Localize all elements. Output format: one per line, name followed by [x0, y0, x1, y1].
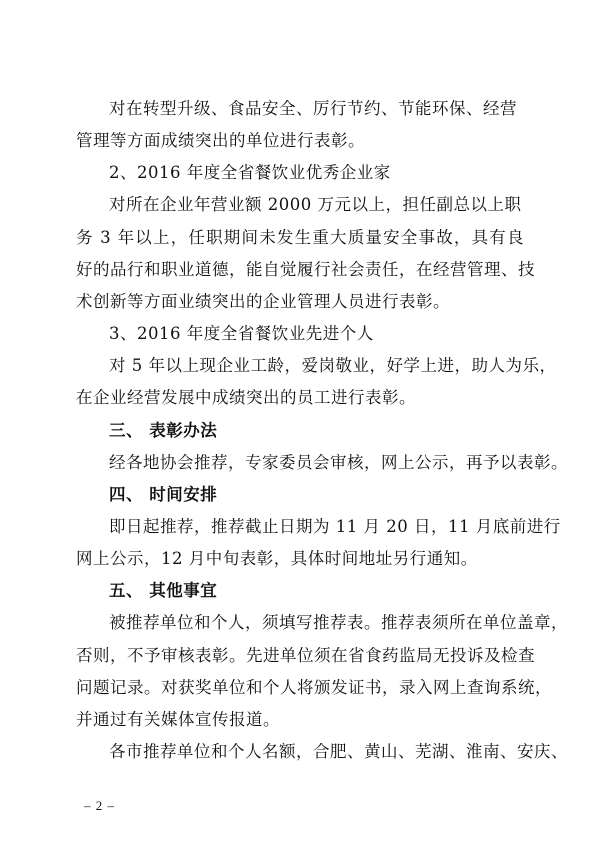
paragraph-line: 务 3 年以上，任职期间未发生重大质量安全事故，具有良 [76, 228, 524, 247]
subheading-outstanding-entrepreneur: 2、2016 年度全省餐饮业优秀企业家 [109, 163, 391, 182]
paragraph-line: 对在转型升级、食品安全、厉行节约、节能环保、经营 [109, 99, 517, 118]
paragraph-line: 在企业经营发展中成绩突出的员工进行表彰。 [76, 388, 416, 407]
paragraph-line: 好的品行和职业道德，能自觉履行社会责任，在经营管理、技 [76, 260, 535, 279]
paragraph-line: 即日起推荐，推荐截止日期为 11 月 20 日，11 月底前进行 [109, 517, 561, 536]
paragraph-line: 并通过有关媒体宣传报道。 [76, 710, 280, 729]
paragraph-line: 经各地协会推荐，专家委员会审核，网上公示，再予以表彰。 [109, 453, 568, 472]
section-heading-commendation-method: 三、 表彰办法 [109, 421, 218, 440]
paragraph-line: 被推荐单位和个人，须填写推荐表。推荐表须所在单位盖章， [109, 613, 568, 632]
section-heading-other-matters: 五、 其他事宜 [109, 581, 218, 600]
paragraph-line: 否则，不予审核表彰。先进单位须在省食药监局无投诉及检查 [76, 646, 535, 665]
paragraph-line: 管理等方面成绩突出的单位进行表彰。 [76, 131, 365, 150]
section-heading-schedule: 四、 时间安排 [109, 485, 218, 504]
paragraph-line: 对 5 年以上现企业工龄，爱岗敬业，好学上进，助人为乐， [109, 356, 557, 375]
paragraph-line: 术创新等方面业绩突出的企业管理人员进行表彰。 [76, 292, 450, 311]
subheading-advanced-individual: 3、2016 年度全省餐饮业先进个人 [109, 324, 374, 343]
paragraph-line: 网上公示，12 月中旬表彰，具体时间地址另行通知。 [76, 549, 478, 568]
paragraph-line: 问题记录。对获奖单位和个人将颁发证书，录入网上查询系统， [76, 678, 552, 697]
page-number: – 2 – [84, 798, 115, 813]
paragraph-line: 各市推荐单位和个人名额，合肥、黄山、芜湖、淮南、安庆、 [109, 742, 568, 761]
paragraph-line: 对所在企业年营业额 2000 万元以上，担任副总以上职 [109, 195, 522, 214]
